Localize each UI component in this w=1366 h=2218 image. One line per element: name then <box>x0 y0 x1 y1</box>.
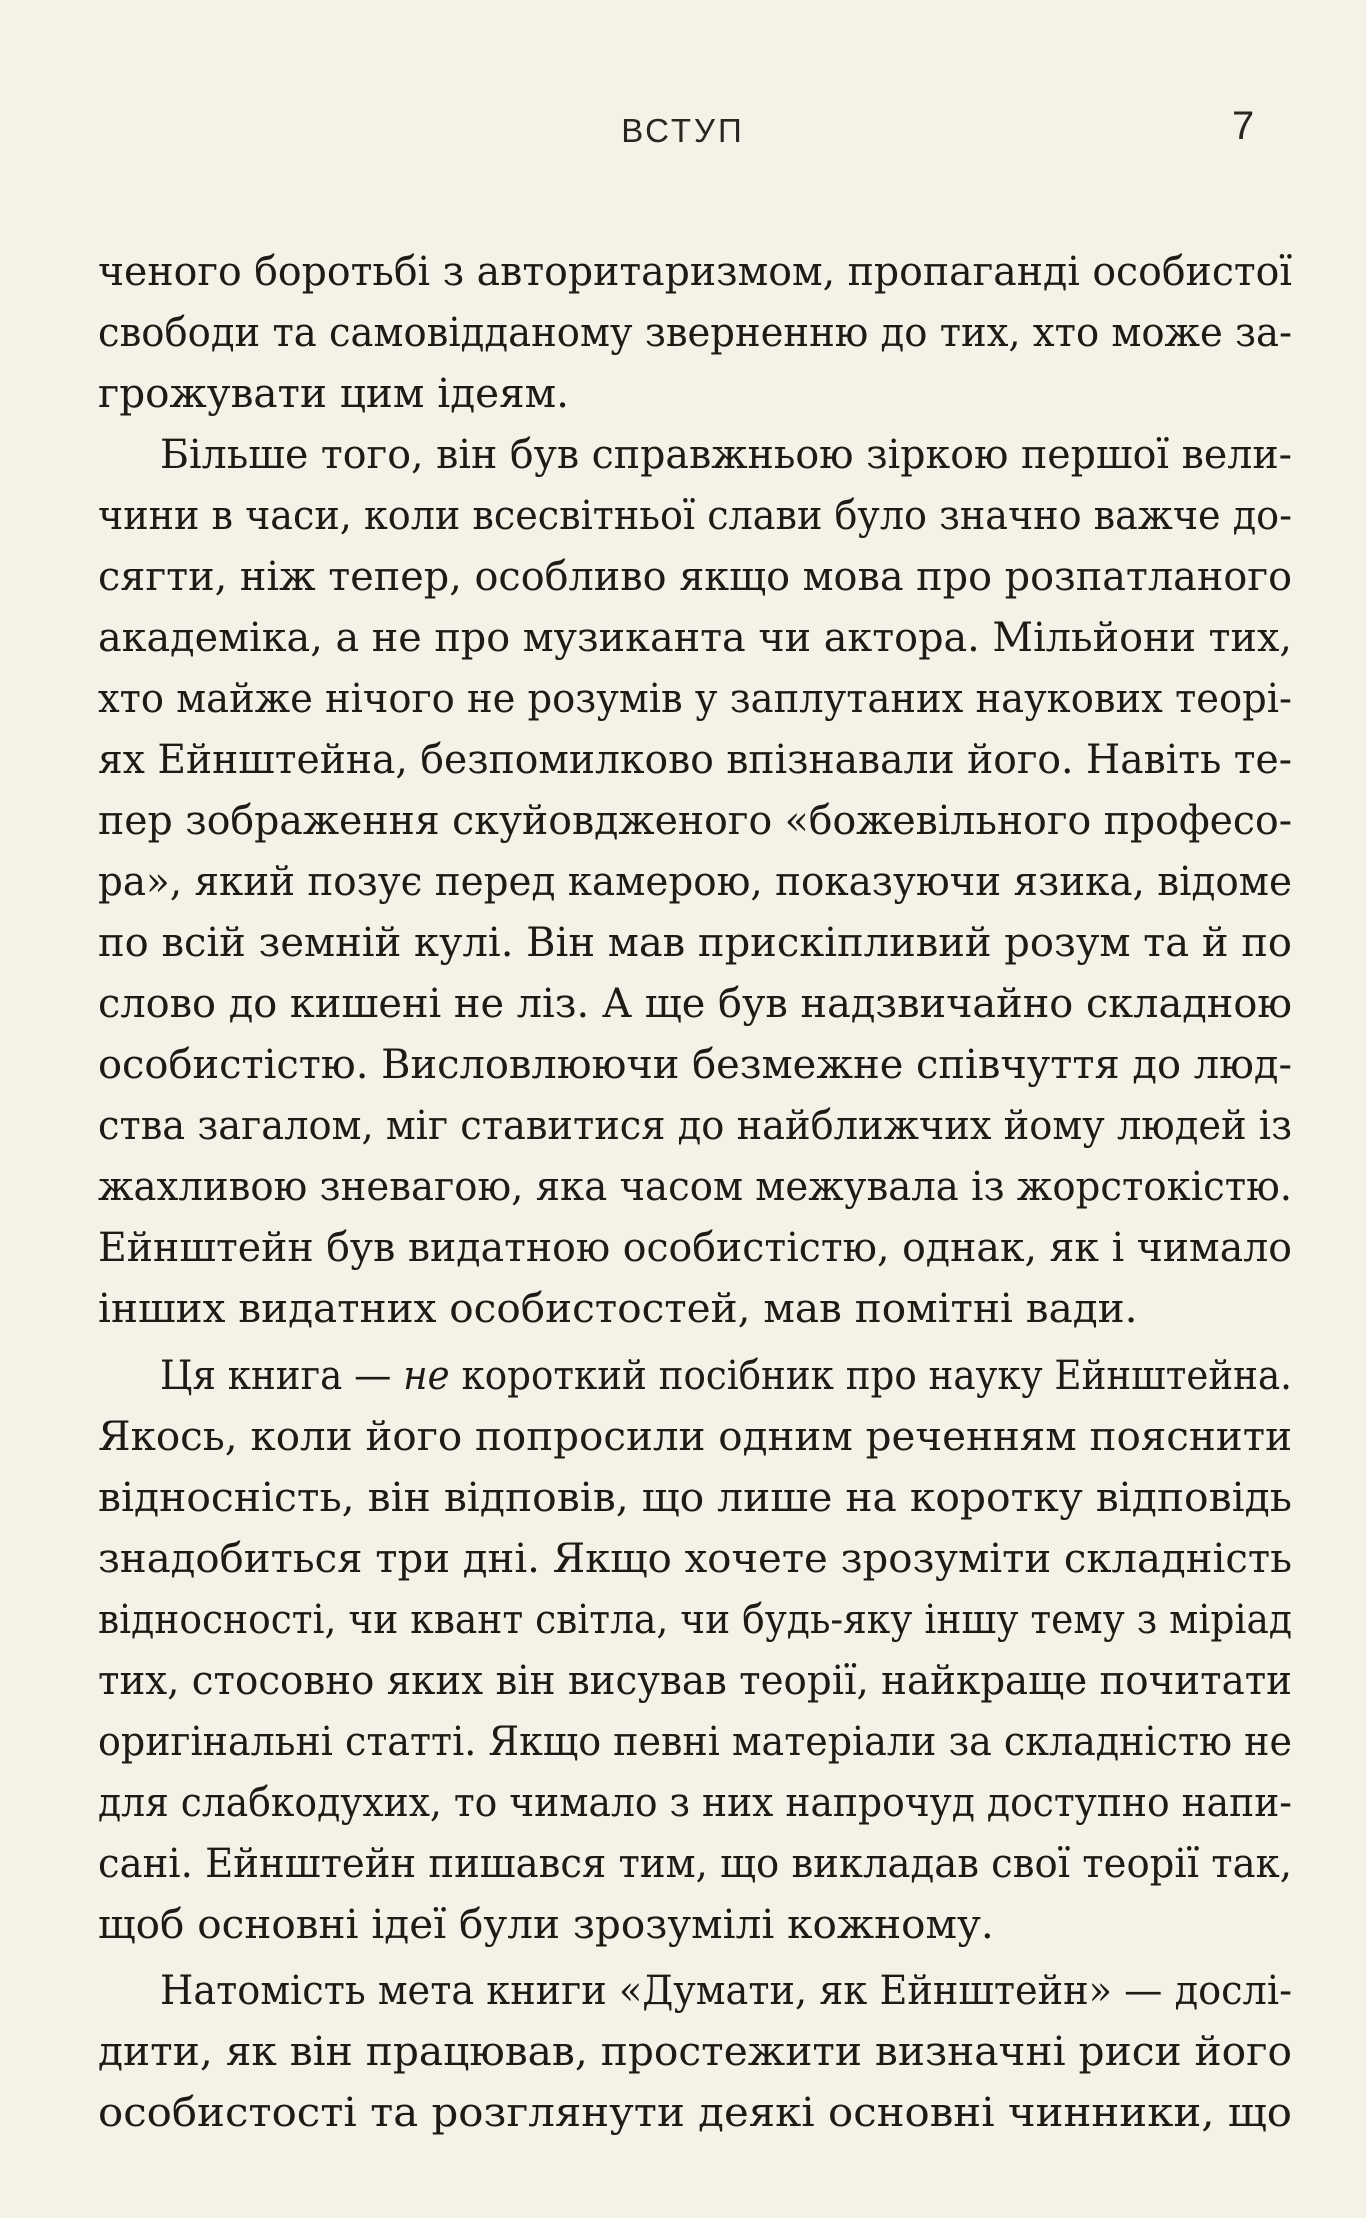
text-line <box>0 1345 1366 1405</box>
text-line: оригінальні статті. Якщо певні матеріали за складністю не <box>98 1717 1292 1765</box>
text-line: Більше того, він був справжньою зіркою першої вели- <box>160 430 1292 478</box>
text-line: особистості та розглянути деякі основні чинники, що <box>98 2088 1292 2136</box>
running-head: ВСТУП <box>621 112 745 149</box>
text-line: по всій земній кулі. Він мав прискіпливий розум та й по <box>98 918 1292 966</box>
text-line: свободи та самовідданому зверненню до тих, хто може за- <box>98 308 1292 356</box>
text-line: хто майже нічого не розумів у заплутаних наукових теорі- <box>98 674 1292 722</box>
text-line: ра», який позує перед камерою, показуючи язика, відоме <box>98 857 1292 905</box>
text-line: дити, як він працював, простежити визначні риси його <box>98 2027 1292 2075</box>
italic-emphasis: не <box>403 1351 450 1399</box>
text-line: ства загалом, міг ставитися до найближчих йому людей із <box>98 1101 1292 1149</box>
text-line: знадобиться три дні. Якщо хочете зрозуміти складність <box>98 1534 1292 1582</box>
text-line: відносності, чи квант світла, чи будь-яку іншу тему з міріад <box>98 1595 1292 1643</box>
text-line: сані. Ейнштейн пишався тим, що викладав свої теорії так, <box>98 1839 1292 1887</box>
text-line: особистістю. Висловлюючи безмежне співчуття до люд- <box>98 1040 1292 1088</box>
text-line: пер зображення скуйовдженого «божевільного професо- <box>98 796 1292 844</box>
text-line: Натомість мета книги «Думати, як Ейнштейн» — дослі- <box>160 1966 1292 2014</box>
text-line: сягти, ніж тепер, особливо якщо мова про розпатланого <box>98 552 1292 600</box>
text-line: для слабкодухих, то чимало з них напрочуд доступно напи- <box>98 1778 1292 1826</box>
text-line: жахливою зневагою, яка часом межувала із жорстокістю. <box>98 1162 1292 1210</box>
text-line: академіка, а не про музиканта чи актора. Мільйони тих, <box>98 613 1292 661</box>
text-line: Ейнштейн був видатною особистістю, однак, як і чимало <box>98 1223 1292 1271</box>
text-line: чини в часи, коли всесвітньої слави було значно важче до- <box>98 491 1292 539</box>
text-line: Якось, коли його попросили одним реченням пояснити <box>98 1412 1292 1460</box>
page-number: 7 <box>1232 104 1255 148</box>
text-line: грожувати цим ідеям. <box>98 369 570 417</box>
text-line: щоб основні ідеї були зрозумілі кожному. <box>98 1900 994 1948</box>
text-line: ях Ейнштейна, безпомилково впізнавали його. Навіть те- <box>98 735 1292 783</box>
text-line: тих, стосовно яких він висував теорії, найкраще почитати <box>98 1656 1292 1704</box>
text-line: ченого боротьбі з авторитаризмом, пропаганді особистої <box>98 247 1292 295</box>
text-line: слово до кишені не ліз. А ще був надзвичайно складною <box>98 979 1292 1027</box>
mixed-line: Ця книга — не короткий посібник про науку Ейнштейна. <box>160 1351 1292 1399</box>
text-line: інших видатних особистостей, мав помітні вади. <box>98 1284 1138 1332</box>
text-line: відносність, він відповів, що лише на коротку відповідь <box>98 1473 1292 1521</box>
